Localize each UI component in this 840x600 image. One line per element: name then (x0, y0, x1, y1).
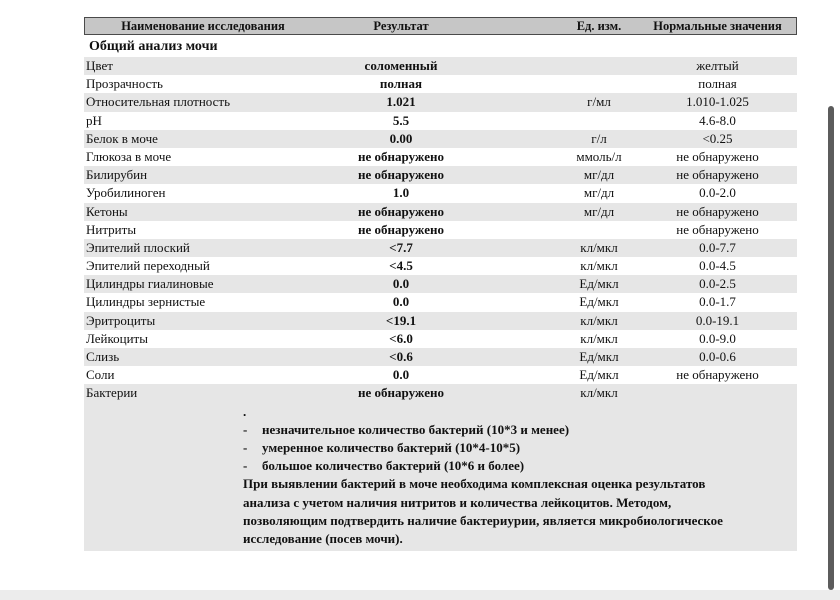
test-unit: мг/дл (583, 185, 615, 201)
test-norm: полная (698, 76, 737, 92)
table-row (84, 366, 797, 384)
test-unit: Ед/мкл (579, 367, 619, 383)
test-name: Лейкоциты (86, 330, 148, 346)
test-unit: Ед/мкл (579, 349, 619, 364)
test-norm: желтый (696, 58, 739, 73)
test-name: Относительная плотность (86, 94, 231, 110)
note-bullet (243, 457, 797, 475)
test-norm: не обнаружено (676, 367, 759, 383)
note-bullet (243, 421, 797, 439)
test-unit: кл/мкл (580, 258, 618, 274)
test-unit (560, 75, 638, 93)
test-unit: ммоль/л (576, 148, 622, 164)
test-name: Эпителий переходный (86, 258, 210, 274)
table-row (84, 57, 797, 75)
note-bullet-text: незначительное количество бактерий (10*3 и менее) (262, 421, 570, 437)
table-row (84, 312, 797, 330)
test-unit: Ед/мкл (579, 294, 619, 310)
table-row (84, 166, 797, 184)
test-unit: Ед/мкл (579, 276, 619, 292)
test-norm: 0.0-19.1 (695, 312, 740, 328)
test-unit: кл/мкл (580, 239, 618, 255)
table-row (84, 221, 797, 239)
test-unit: кл/мкл (580, 312, 618, 328)
test-unit: г/мл (587, 94, 611, 110)
test-name: Эритроциты (86, 312, 156, 328)
table-row (84, 75, 797, 93)
test-result: 0.00 (389, 130, 413, 146)
test-unit (560, 112, 638, 130)
note-bullet-text: большое количество бактерий (10*6 и более) (262, 458, 525, 474)
test-name: Цилиндры зернистые (86, 294, 206, 310)
test-name: Эпителий плоский (86, 239, 190, 255)
test-unit: мг/дл (583, 203, 615, 219)
table-header (84, 17, 797, 35)
test-norm: <0.25 (702, 130, 733, 146)
test-name: Слизь (86, 349, 120, 364)
test-unit: мг/дл (583, 167, 615, 183)
test-norm (638, 384, 797, 402)
test-norm: не обнаружено (676, 167, 759, 183)
bacteria-note (84, 403, 797, 552)
test-result: не обнаружено (358, 203, 444, 219)
table-row (84, 239, 797, 257)
test-name: pH (86, 112, 102, 128)
test-norm: не обнаружено (676, 148, 759, 164)
test-norm: 0.0-1.7 (699, 294, 736, 310)
note-lead: . (243, 403, 247, 419)
note-paragraph-line: позволяющим подтвердить наличие бактериурии, является микробиологическое (243, 512, 723, 528)
table-row (84, 130, 797, 148)
note-bullet-text: умеренное количество бактерий (10*4-10*5) (262, 439, 521, 455)
table-body (84, 57, 797, 403)
bullet-dash: - (243, 458, 248, 474)
test-result: 1.021 (386, 94, 416, 110)
test-result: <0.6 (389, 349, 413, 364)
test-unit: кл/мкл (580, 330, 618, 346)
test-name: Цвет (86, 58, 113, 73)
test-result: <19.1 (385, 312, 417, 328)
test-norm: 0.0-2.5 (699, 276, 736, 292)
header-norm: Нормальные значения (653, 19, 782, 33)
test-result: соломенный (364, 58, 438, 73)
test-name: Бактерии (86, 385, 138, 401)
table-row (84, 148, 797, 166)
test-unit: кл/мкл (580, 385, 618, 401)
test-name: Кетоны (86, 203, 128, 219)
test-result: 0.0 (392, 276, 410, 292)
test-norm: 0.0-4.5 (699, 258, 736, 274)
test-result: полная (379, 76, 423, 92)
bullet-dash: - (243, 439, 248, 455)
test-result: <6.0 (389, 330, 413, 346)
test-norm: 1.010-1.025 (686, 94, 749, 110)
table-row (84, 93, 797, 111)
test-norm: не обнаружено (676, 221, 759, 237)
test-result: не обнаружено (358, 385, 444, 401)
test-norm: 4.6-8.0 (699, 112, 736, 128)
table-row (84, 275, 797, 293)
test-norm: 0.0-9.0 (699, 330, 736, 346)
test-result: 0.0 (392, 367, 410, 383)
section-title: Общий анализ мочи (89, 39, 218, 54)
table-row (84, 112, 797, 130)
note-bullet (243, 439, 797, 457)
test-norm: 0.0-0.6 (699, 349, 736, 364)
table-row (84, 293, 797, 311)
note-paragraph-line: При выявлении бактерий в моче необходима комплексная оценка результатов (243, 476, 706, 492)
test-result: не обнаружено (358, 148, 444, 164)
test-name: Билирубин (86, 167, 148, 183)
test-unit (560, 221, 638, 239)
test-name: Белок в моче (86, 130, 158, 146)
table-row (84, 257, 797, 275)
test-result: не обнаружено (358, 167, 444, 183)
table-row (84, 330, 797, 348)
test-result: 5.5 (392, 112, 410, 128)
test-result: 0.0 (392, 294, 410, 310)
test-name: Прозрачность (86, 76, 163, 92)
test-name: Цилиндры гиалиновые (86, 276, 214, 292)
results-table (84, 17, 797, 551)
header-unit: Ед. изм. (576, 19, 622, 33)
test-name: Глюкоза в моче (86, 148, 172, 164)
test-result: не обнаружено (358, 221, 444, 237)
table-row (84, 384, 797, 402)
header-name: Наименование исследования (121, 19, 285, 33)
test-result: <4.5 (389, 258, 413, 274)
test-result: <7.7 (389, 239, 413, 255)
table-row (84, 184, 797, 202)
test-name: Уробилиноген (86, 185, 166, 201)
test-norm: не обнаружено (676, 203, 759, 219)
header-result: Результат (373, 19, 429, 33)
test-name: Нитриты (86, 221, 137, 237)
note-paragraph-line: исследование (посев мочи). (243, 530, 403, 546)
test-norm: 0.0-7.7 (699, 239, 736, 255)
table-row (84, 348, 797, 366)
scrollbar-thumb[interactable] (828, 106, 834, 590)
test-result: 1.0 (392, 185, 410, 201)
note-paragraph-line: анализа с учетом наличия нитритов и количества лейкоцитов. Методом, (243, 494, 672, 510)
test-name: Соли (86, 367, 115, 383)
table-row (84, 203, 797, 221)
bullet-dash: - (243, 421, 248, 437)
test-unit: г/л (591, 130, 607, 146)
test-norm: 0.0-2.0 (699, 185, 736, 201)
test-unit (560, 57, 638, 75)
